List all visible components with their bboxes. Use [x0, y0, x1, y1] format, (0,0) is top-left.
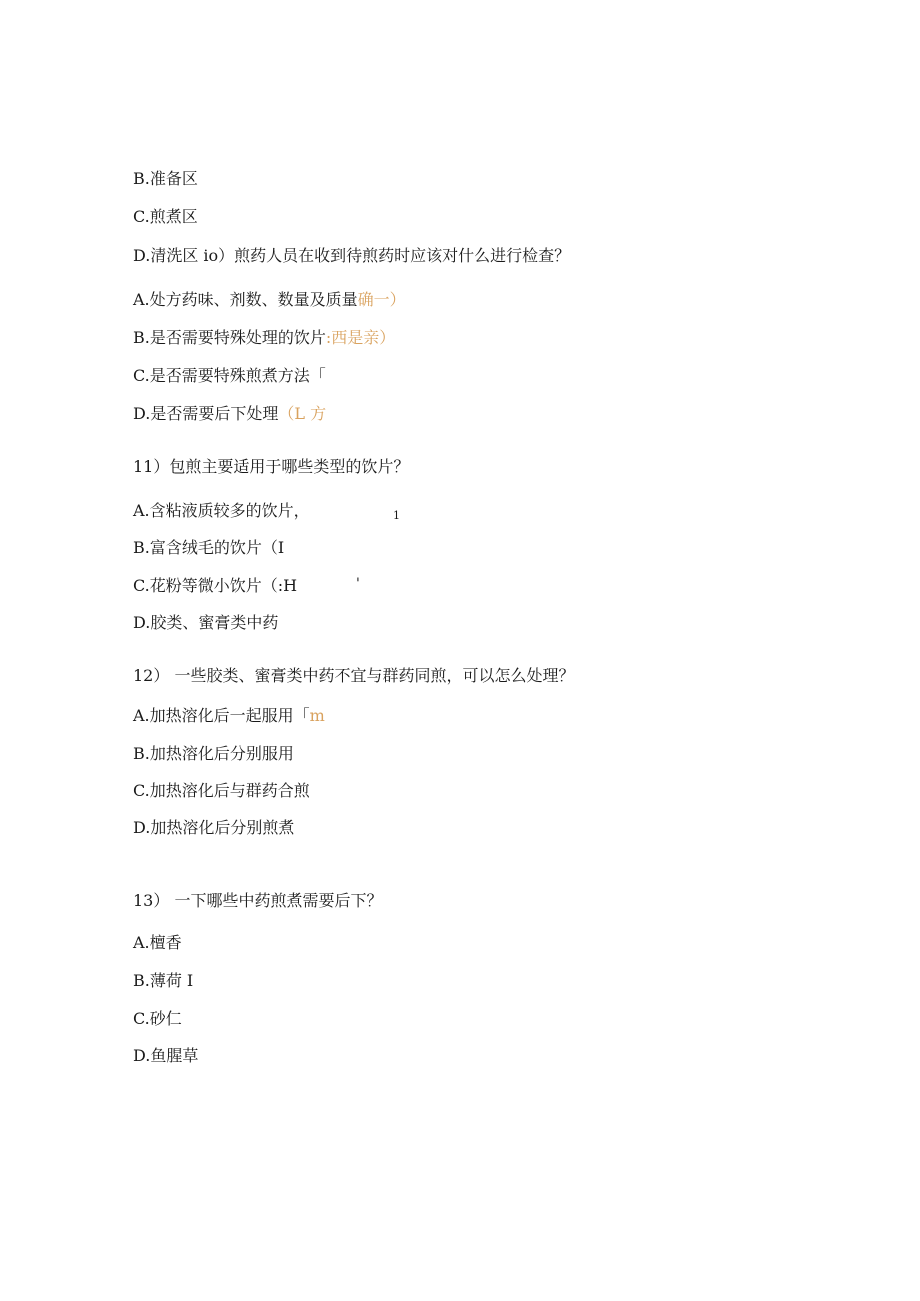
question-12-option-b [133, 744, 294, 764]
question-11-line [133, 457, 409, 477]
question-10-option-d [133, 404, 326, 424]
line-text: D.鱼腥草 [133, 1046, 199, 1065]
line-text: 11）包煎主要适用于哪些类型的饮片？ [133, 457, 410, 476]
line-text: 12） 一些胶类、蜜膏类中药不宜与群药同煎，可以怎么处理？ [133, 666, 575, 685]
question-11-option-c [133, 576, 297, 596]
line-text: C.砂仁 [133, 1009, 182, 1028]
question-11-option-a [133, 501, 310, 521]
line-text: C.花粉等微小饮片（:H [133, 576, 298, 595]
question-11-option-d [133, 613, 278, 633]
line-text: A.含粘液质较多的饮片， [133, 501, 310, 520]
line-text: D.加热溶化后分别煎煮 [133, 818, 295, 837]
question-11-option-b [133, 538, 284, 558]
handwritten-annotation: 确一） [357, 290, 406, 309]
question-13-option-a [133, 933, 182, 953]
question-12-line [133, 666, 574, 686]
option-c-line [133, 207, 198, 227]
stray-mark: 1 [393, 509, 400, 522]
line-text: B.准备区 [133, 169, 198, 188]
handwritten-annotation: :西是亲） [325, 328, 396, 347]
line-text: B.是否需要特殊处理的饮片 [133, 328, 326, 347]
line-text: B.富含绒毛的饮片（I [133, 538, 285, 557]
line-text: A.檀香 [133, 933, 182, 952]
option-b-line [133, 169, 198, 189]
question-12-option-d [133, 818, 294, 838]
question-10-option-a [133, 290, 406, 310]
question-10-line [133, 246, 570, 266]
line-text: D.胶类、蜜膏类中药 [133, 613, 279, 632]
stray-mark: ' [356, 576, 360, 592]
line-text: A.处方药味、剂数、数量及质量 [133, 290, 358, 309]
line-text: B.加热溶化后分别服用 [133, 744, 294, 763]
line-text: B.薄荷 I [133, 971, 194, 990]
line-text: C.煎煮区 [133, 207, 198, 226]
line-text: C.是否需要特殊煎煮方法「 [133, 366, 326, 385]
question-12-option-a [133, 706, 325, 726]
question-10-option-c [133, 366, 326, 386]
question-13-option-d [133, 1046, 198, 1066]
question-13-line [133, 891, 382, 911]
handwritten-annotation: m [309, 706, 325, 725]
line-text: D.是否需要后下处理 [133, 404, 279, 423]
question-13-option-b [133, 971, 193, 991]
line-text: 13） 一下哪些中药煎煮需要后下？ [133, 891, 383, 910]
question-10-option-b [133, 328, 395, 348]
handwritten-annotation: （L 方 [278, 404, 327, 423]
line-text: D.清洗区 io）煎药人员在收到待煎药时应该对什么进行检查？ [133, 246, 571, 265]
line-text: C.加热溶化后与群药合煎 [133, 781, 310, 800]
question-12-option-c [133, 781, 310, 801]
line-text: A.加热溶化后一起服用「 [133, 706, 310, 725]
question-13-option-c [133, 1009, 182, 1029]
